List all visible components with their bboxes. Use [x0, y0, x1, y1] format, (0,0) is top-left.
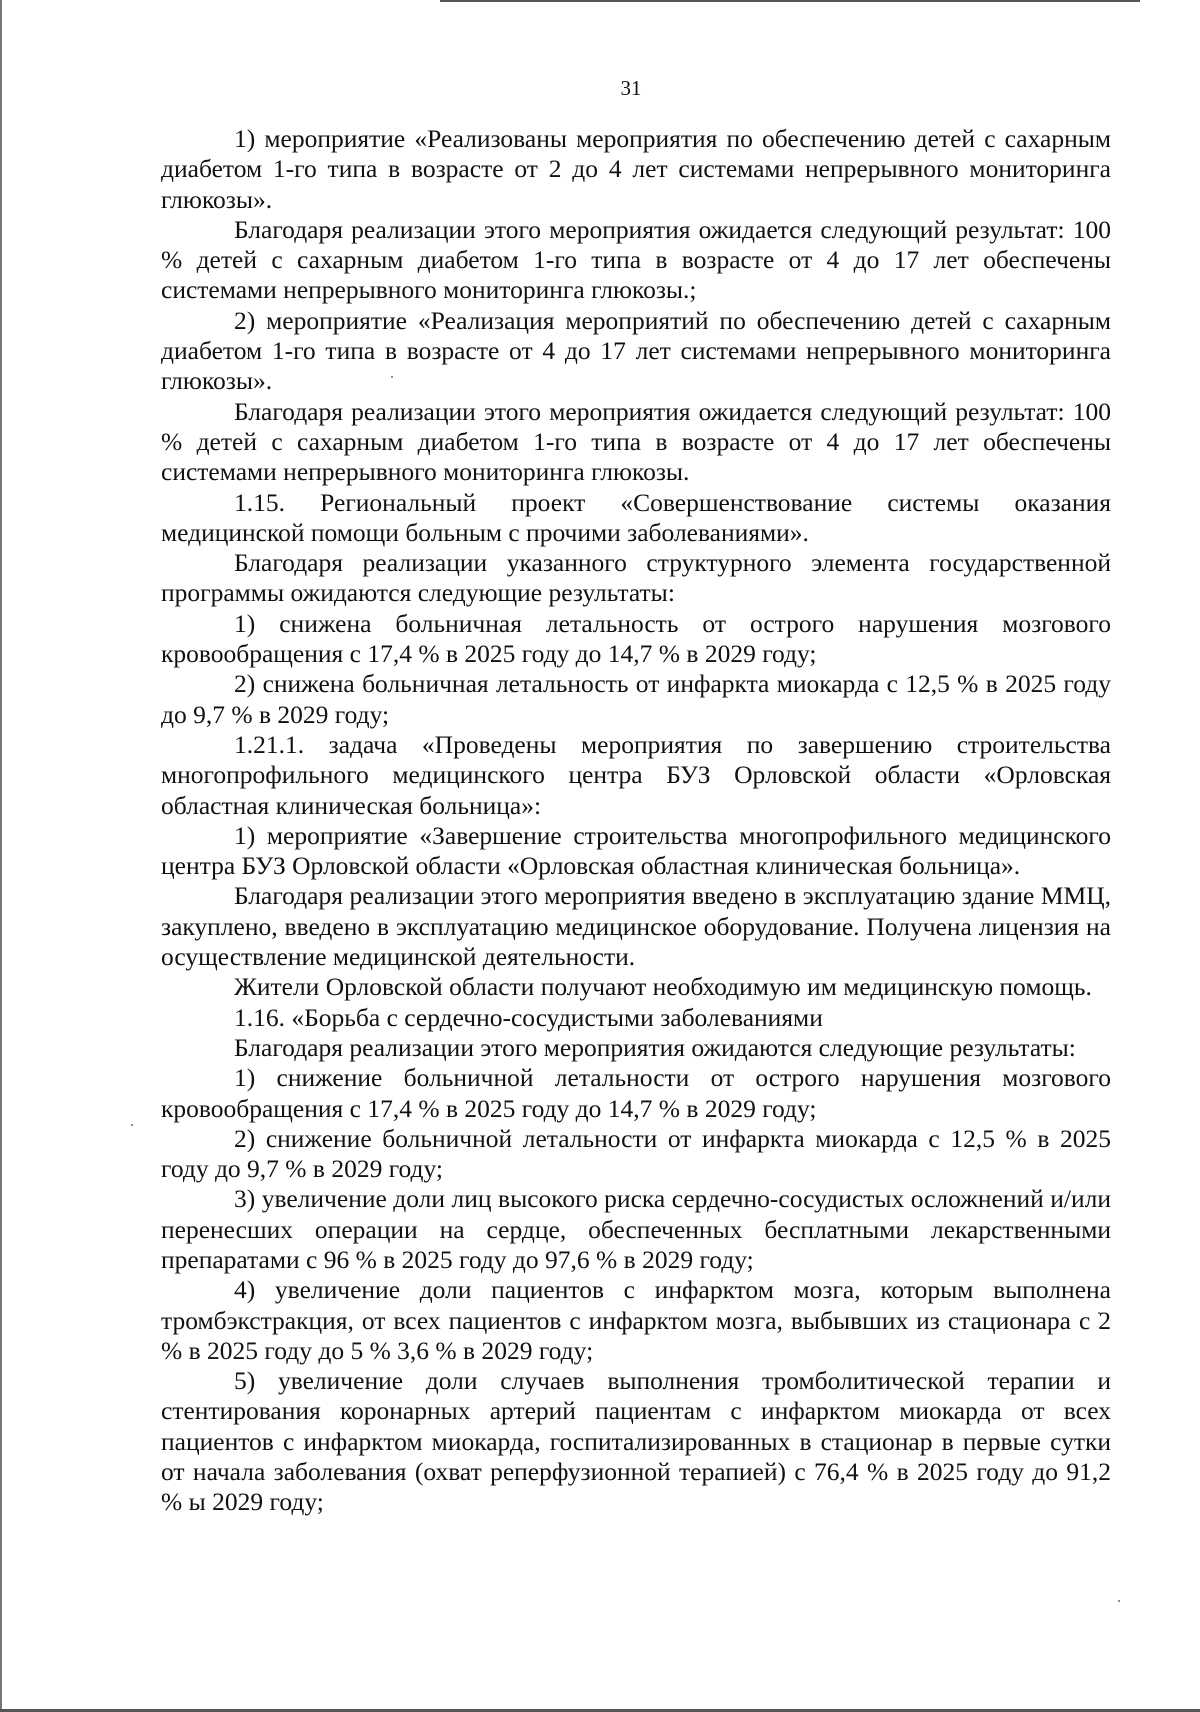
paragraph: 1) снижена больничная летальность от острого нарушения мозгового кровообращения с 17,4 % в 2025 году до 14,7 % в 2029 году;	[161, 608, 1111, 669]
scan-speck	[1118, 1600, 1120, 1602]
scan-speck	[131, 1124, 133, 1126]
scan-edge-top	[440, 0, 1140, 2]
scan-edge-left	[0, 0, 2, 1712]
paragraph: 3) увеличение доли лиц высокого риска сердечно-сосудистых осложнений и/или перенесших операции на сердце, обеспеченных бесплатными лекарственными препаратами с 96 % в 2025 году до 97,6 % в 2029 году;	[161, 1184, 1111, 1274]
paragraph: 1) мероприятие «Завершение строительства многопрофильного медицинского центра БУЗ Орловской области «Орловская областная клиническая больница».	[161, 820, 1111, 881]
paragraph: Благодаря реализации этого мероприятия ожидается следующий результат: 100 % детей с сахарным диабетом 1-го типа в возрасте от 4 до 17 лет обеспечены системами непрерывного мониторинга глюкозы.;	[161, 214, 1111, 305]
paragraph: 1.21.1. задача «Проведены мероприятия по завершению строительства многопрофильного медицинского центра БУЗ Орловской области «Орловская областная клиническая больница»:	[161, 729, 1111, 820]
paragraph: 5) увеличение доли случаев выполнения тромболитической терапии и стентирования коронарных артерий пациентам с инфарктом миокарда от всех пациентов с инфарктом миокарда, госпитализированных в стационар в первые сутки от начала заболевания (охват реперфузионной терапией) с 76,4 % в 2025 году до 91,2 % ы 2029 году;	[161, 1366, 1111, 1517]
paragraph: 2) снижение больничной летальности от инфаркта миокарда с 12,5 % в 2025 году до 9,7 % в 2029 году;	[161, 1123, 1111, 1184]
paragraph: Благодаря реализации этого мероприятия ожидаются следующие результаты:	[234, 1032, 1076, 1062]
paragraph: Благодаря реализации указанного структурного элемента государственной программы ожидаются следующие результаты:	[161, 548, 1111, 608]
section-heading: 1.15. Региональный проект «Совершенствование системы оказания медицинской помощи больным с прочими заболеваниями».	[161, 487, 1111, 547]
paragraph: Жители Орловской области получают необходимую им медицинскую помощь.	[234, 972, 1092, 1002]
paragraph: 1) мероприятие «Реализованы мероприятия по обеспечению детей с сахарным диабетом 1-го типа в возрасте от 2 до 4 лет системами непрерывного мониторинга глюкозы».	[161, 124, 1111, 214]
paragraph: 1) снижение больничной летальности от острого нарушения мозгового кровообращения с 17,4 % в 2025 году до 14,7 % в 2029 году;	[161, 1063, 1111, 1123]
paragraph: 2) снижена больничная летальность от инфаркта миокарда с 12,5 % в 2025 году до 9,7 % в 2029 году;	[161, 669, 1111, 729]
paragraph: Благодаря реализации этого мероприятия ожидается следующий результат: 100 % детей с сахарным диабетом 1-го типа в возрасте от 4 до 17 лет обеспечены системами непрерывного мониторинга глюкозы.	[161, 396, 1111, 487]
document-body	[161, 124, 1111, 1518]
section-heading: 1.16. «Борьба с сердечно-сосудистыми заболеваниями	[234, 1002, 823, 1032]
paragraph: Благодаря реализации этого мероприятия введено в эксплуатацию здание ММЦ, закуплено, введено в эксплуатацию медицинское оборудование. Получена лицензия на осуществление медицинской деятельности.	[161, 881, 1111, 972]
paragraph: 2) мероприятие «Реализация мероприятий по обеспечению детей с сахарным диабетом 1-го типа в возрасте от 4 до 17 лет системами непрерывного мониторинга глюкозы».	[161, 305, 1111, 396]
paragraph: 4) увеличение доли пациентов с инфарктом мозга, которым выполнена тромбэкстракция, от всех пациентов с инфарктом мозга, выбывших из стационара с 2 % в 2025 году до 5 % 3,6 % в 2029 году;	[161, 1275, 1111, 1365]
page-number: 31	[620, 76, 642, 100]
